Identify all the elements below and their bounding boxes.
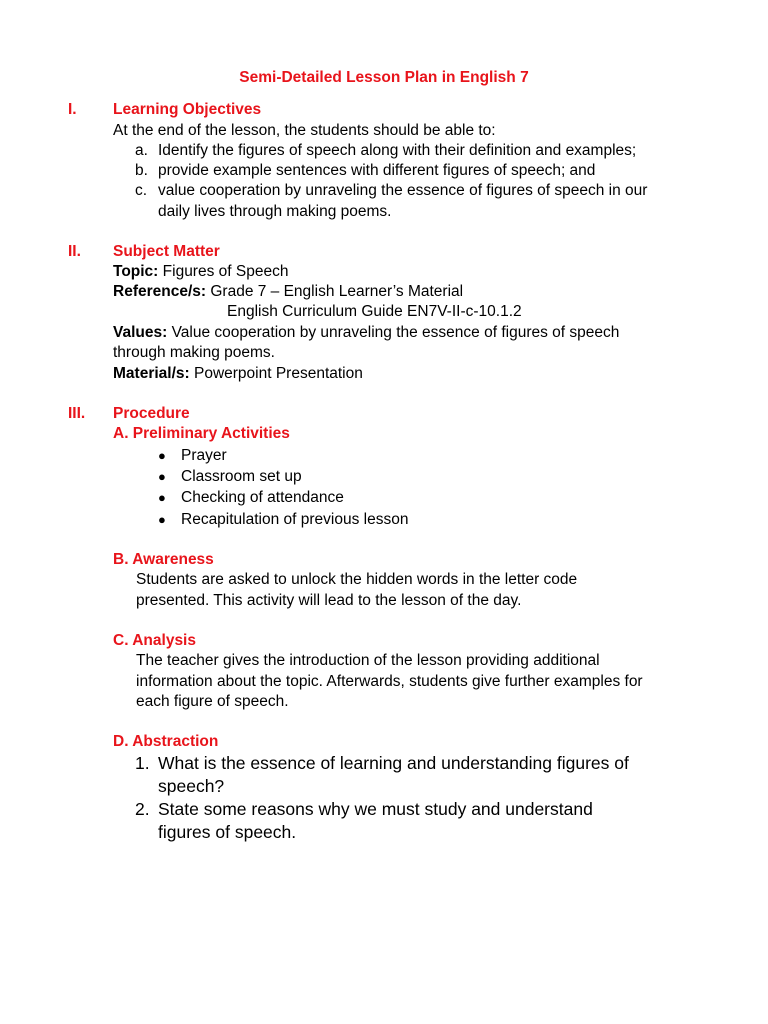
list-item-continuation: daily lives through making poems.	[158, 203, 392, 220]
section-heading: Procedure	[113, 405, 190, 422]
topic-value: Figures of Speech	[162, 263, 289, 280]
section-heading: Learning Objectives	[113, 101, 262, 118]
material-row	[113, 364, 363, 384]
values-value: Value cooperation by unraveling the essence of figures of speech	[171, 324, 620, 341]
topic-label: Topic:	[113, 263, 159, 280]
paragraph-line: each figure of speech.	[136, 693, 289, 710]
paragraph-line: information about the topic. Afterwards, students give further examples for	[136, 673, 643, 690]
list-item-continuation: figures of speech.	[158, 822, 297, 842]
bullet-icon: ●	[158, 490, 166, 505]
bullet-icon: ●	[158, 469, 166, 484]
list-marker: 1.	[135, 753, 150, 773]
section-heading: Subject Matter	[113, 243, 220, 260]
bullet-item: Recapitulation of previous lesson	[181, 511, 409, 528]
bullet-item: Checking of attendance	[181, 489, 344, 506]
material-label: Material/s:	[113, 365, 190, 382]
list-marker: c.	[135, 182, 148, 199]
reference-value: Grade 7 – English Learner’s Material	[210, 283, 464, 300]
list-item: value cooperation by unraveling the essence of figures of speech in our	[158, 182, 648, 199]
list-item: Identify the figures of speech along with their definition and examples;	[158, 142, 637, 159]
topic-row	[113, 262, 288, 282]
reference-value-2: English Curriculum Guide EN7V-II-c-10.1.2	[227, 303, 522, 320]
objectives-intro: At the end of the lesson, the students should be able to:	[113, 122, 496, 139]
values-row	[113, 323, 619, 343]
paragraph-line: The teacher gives the introduction of the lesson providing additional	[136, 652, 600, 669]
values-value-2: through making poems.	[113, 344, 275, 361]
material-value: Powerpoint Presentation	[193, 365, 363, 382]
reference-label: Reference/s:	[113, 283, 207, 300]
paragraph-line: presented. This activity will lead to the lesson of the day.	[136, 592, 522, 609]
list-item: provide example sentences with different figures of speech; and	[158, 162, 596, 179]
reference-row	[113, 282, 463, 302]
section-numeral: III.	[68, 405, 86, 422]
subsection-heading: D. Abstraction	[113, 733, 219, 750]
list-marker: b.	[135, 162, 148, 179]
list-item: State some reasons why we must study and understand	[158, 799, 593, 819]
section-numeral: II.	[68, 243, 81, 260]
paragraph-line: Students are asked to unlock the hidden words in the letter code	[136, 571, 578, 588]
bullet-item: Prayer	[181, 447, 227, 464]
subsection-heading: A. Preliminary Activities	[113, 425, 290, 442]
bullet-item: Classroom set up	[181, 468, 302, 485]
list-marker: 2.	[135, 799, 150, 819]
values-label: Values:	[113, 324, 168, 341]
section-numeral: I.	[68, 101, 77, 118]
subsection-heading: C. Analysis	[113, 632, 196, 649]
list-marker: a.	[135, 142, 148, 159]
page-title: Semi-Detailed Lesson Plan in English 7	[239, 69, 529, 86]
bullet-icon: ●	[158, 512, 166, 527]
list-item: What is the essence of learning and understanding figures of	[158, 753, 629, 773]
list-item-continuation: speech?	[158, 776, 225, 796]
bullet-icon: ●	[158, 448, 166, 463]
subsection-heading: B. Awareness	[113, 551, 214, 568]
